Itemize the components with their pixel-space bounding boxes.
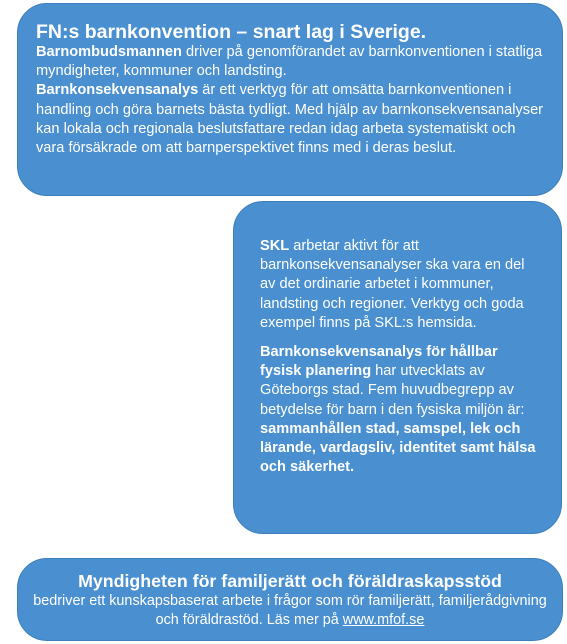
- box2-p2-text: har utvecklats av Göteborgs stad. Fem huvudbegrepp av betydelse för barn i den fysiska miljön är:: [260, 363, 525, 418]
- box2-p1-text: arbetar aktivt för att barnkonsekvensanalyser ska vara en del av det ordinarie arbetet i kommuner, landsting och regioner. Verktyg och goda exempel finns på SKL:s hemsida.: [260, 238, 525, 331]
- box1-paragraph-1: [36, 43, 544, 81]
- info-box-barnkonvention: [17, 3, 563, 196]
- info-box-mfof: [17, 558, 563, 641]
- box2-p2-bold-list: sammanhållen stad, samspel, lek och lärande, vardagsliv, identitet samt hälsa och säkerhet.: [260, 420, 536, 476]
- box2-p1-bold: SKL: [260, 238, 290, 254]
- box3-paragraph: [28, 592, 552, 629]
- box2-paragraph-1: [260, 237, 543, 333]
- mfof-link[interactable]: www.mfof.se: [342, 611, 425, 628]
- box2-paragraph-2: [260, 343, 543, 477]
- box1-p2-text: är ett verktyg för att omsätta barnkonventionen i handling och göra barnets bästa tydligt. Med hjälp av barnkonsekvensanalyser kan lokala och regionala beslutsfattare redan idag arbeta systematiskt och vara försäkrade om att barnperspektivet finns med i deras beslut.: [36, 82, 544, 157]
- box1-p2-bold: Barnkonsekvensanalys: [36, 82, 199, 99]
- box3-text: bedriver ett kunskapsbaserat arbete i frågor som rör familjerätt, familjerådgivning och föräldrastöd. Läs mer på: [33, 593, 547, 628]
- box2-p2-bold: Barnkonsekvensanalys för hållbar fysisk planering: [260, 344, 498, 380]
- box1-p1-text: driver på genomförandet av barnkonventionen i statliga myndigheter, kommuner och landsting.: [36, 44, 543, 80]
- info-box-skl: [233, 201, 562, 534]
- box1-p1-bold: Barnombudsmannen: [36, 44, 182, 60]
- box1-paragraph-2: [36, 81, 544, 158]
- box1-title: FN:s barnkonvention – snart lag i Sverige.: [36, 21, 427, 43]
- box3-title: Myndigheten för familjerätt och föräldraskapsstöd: [78, 571, 502, 591]
